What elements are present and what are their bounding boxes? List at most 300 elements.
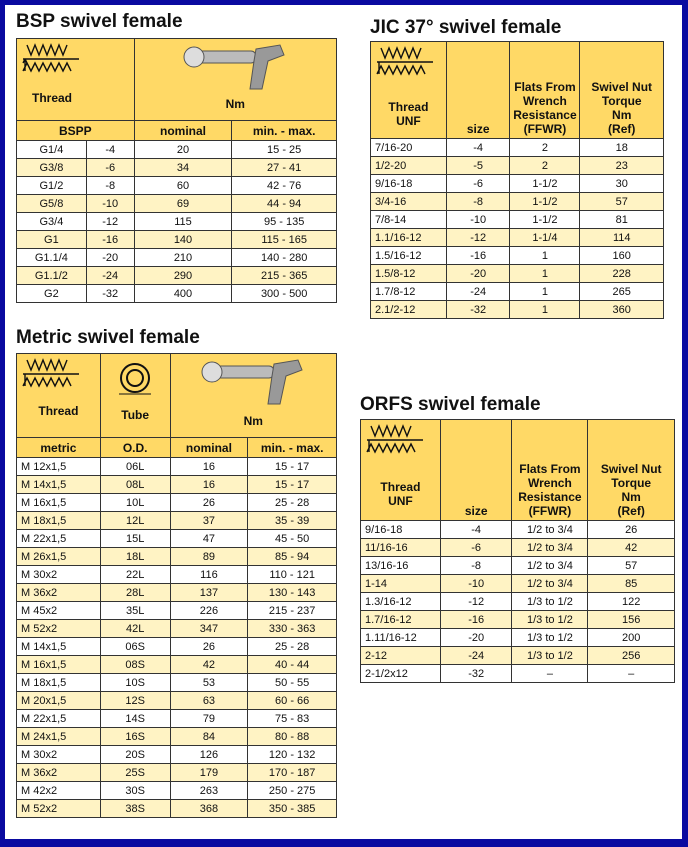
thread-icon	[375, 44, 435, 78]
table-cell: 14S	[100, 710, 170, 728]
table-cell: -12	[440, 593, 512, 611]
table-cell: 350 - 385	[248, 800, 337, 818]
table-cell: -8	[446, 193, 510, 211]
table-cell: 265	[580, 283, 664, 301]
table-cell: 60	[134, 177, 232, 195]
table-cell: 15 - 25	[232, 141, 337, 159]
jic-torque-line2: Torque	[601, 94, 642, 108]
table-cell: 1.7/8-12	[371, 283, 447, 301]
metric-thread-label: Thread	[38, 404, 79, 418]
table-cell: 115	[134, 213, 232, 231]
table-cell: 210	[134, 249, 232, 267]
table-cell: 215 - 365	[232, 267, 337, 285]
table-cell: 140 - 280	[232, 249, 337, 267]
table-cell: M 18x1,5	[17, 512, 101, 530]
table-cell: M 52x2	[17, 800, 101, 818]
table-cell: 1	[510, 247, 580, 265]
orfs-table	[360, 419, 675, 683]
table-cell: 1.3/16-12	[361, 593, 441, 611]
table-cell: -10	[440, 575, 512, 593]
table-cell: G1/2	[17, 177, 87, 195]
table-row	[17, 476, 337, 494]
jic-table	[370, 41, 664, 319]
metric-title: Metric swivel female	[16, 327, 200, 348]
table-cell: -16	[86, 231, 134, 249]
table-cell: 60 - 66	[248, 692, 337, 710]
table-cell: 80 - 88	[248, 728, 337, 746]
table-row	[371, 247, 664, 265]
table-cell: 06S	[100, 638, 170, 656]
table-row	[361, 647, 675, 665]
table-cell: -4	[440, 521, 512, 539]
orfs-flats-header	[512, 420, 588, 521]
table-cell: 89	[170, 548, 248, 566]
table-cell: 160	[580, 247, 664, 265]
table-row	[17, 602, 337, 620]
table-cell: 1	[510, 283, 580, 301]
table-cell: 11/16-16	[361, 539, 441, 557]
table-cell: 122	[588, 593, 675, 611]
table-cell: 45 - 50	[248, 530, 337, 548]
orfs-unf-label: UNF	[388, 494, 413, 508]
table-row	[17, 746, 337, 764]
table-cell: -24	[86, 267, 134, 285]
table-cell: 50 - 55	[248, 674, 337, 692]
table-cell: 42 - 76	[232, 177, 337, 195]
table-cell: -32	[446, 301, 510, 319]
table-cell: 57	[588, 557, 675, 575]
table-cell: 120 - 132	[248, 746, 337, 764]
table-cell: -12	[86, 213, 134, 231]
table-cell: 360	[580, 301, 664, 319]
table-row	[17, 267, 337, 285]
table-cell: M 22x1,5	[17, 530, 101, 548]
table-cell: 116	[170, 566, 248, 584]
table-cell: M 42x2	[17, 782, 101, 800]
table-cell: 2-12	[361, 647, 441, 665]
bsp-bspp-label: BSPP	[17, 121, 135, 141]
table-row	[361, 665, 675, 683]
table-cell: -6	[86, 159, 134, 177]
table-cell: -24	[446, 283, 510, 301]
table-cell: 1.11/16-12	[361, 629, 441, 647]
table-cell: 1	[510, 265, 580, 283]
table-cell: -16	[440, 611, 512, 629]
table-cell: 226	[170, 602, 248, 620]
table-cell: -5	[446, 157, 510, 175]
table-cell: 25S	[100, 764, 170, 782]
orfs-torque-line2: Torque	[611, 476, 652, 490]
table-cell: 1-1/2	[510, 211, 580, 229]
table-cell: 44 - 94	[232, 195, 337, 213]
jic-title: JIC 37° swivel female	[370, 17, 562, 38]
table-row	[371, 265, 664, 283]
table-cell: 27 - 41	[232, 159, 337, 177]
table-cell: M 30x2	[17, 746, 101, 764]
table-cell: 30	[580, 175, 664, 193]
table-row	[361, 521, 675, 539]
table-cell: –	[512, 665, 588, 683]
table-cell: 10S	[100, 674, 170, 692]
table-row	[17, 710, 337, 728]
table-cell: -6	[446, 175, 510, 193]
table-cell: 12L	[100, 512, 170, 530]
table-cell: G1/4	[17, 141, 87, 159]
table-cell: 53	[170, 674, 248, 692]
table-cell: 1-1/2	[510, 175, 580, 193]
metric-metric-label: metric	[17, 438, 101, 458]
table-cell: 1/2-20	[371, 157, 447, 175]
jic-thread-header	[371, 42, 447, 139]
jic-size-header: size	[446, 42, 510, 139]
table-cell: 16S	[100, 728, 170, 746]
thread-icon	[365, 422, 425, 456]
table-cell: 330 - 363	[248, 620, 337, 638]
table-cell: 63	[170, 692, 248, 710]
table-cell: 1/2 to 3/4	[512, 521, 588, 539]
table-cell: 15L	[100, 530, 170, 548]
table-cell: 22L	[100, 566, 170, 584]
table-cell: 20	[134, 141, 232, 159]
table-row	[17, 638, 337, 656]
table-cell: 1.5/8-12	[371, 265, 447, 283]
orfs-flats-line2: Wrench	[528, 476, 572, 490]
table-row	[371, 229, 664, 247]
thread-icon	[21, 356, 81, 390]
table-cell: 25 - 28	[248, 638, 337, 656]
table-cell: 81	[580, 211, 664, 229]
table-row	[17, 458, 337, 476]
table-cell: 85	[588, 575, 675, 593]
table-cell: 2.1/2-12	[371, 301, 447, 319]
jic-flats-header	[510, 42, 580, 139]
table-row	[17, 800, 337, 818]
orfs-torque-line3: Nm	[621, 490, 641, 504]
metric-nominal-label: nominal	[170, 438, 248, 458]
table-cell: M 30x2	[17, 566, 101, 584]
table-cell: 228	[580, 265, 664, 283]
table-cell: 06L	[100, 458, 170, 476]
table-cell: -32	[86, 285, 134, 303]
jic-flats-line2: Wrench	[523, 94, 567, 108]
table-cell: 85 - 94	[248, 548, 337, 566]
metric-thread-header	[17, 354, 101, 438]
table-row	[371, 175, 664, 193]
bsp-table	[16, 38, 337, 303]
table-cell: 25 - 28	[248, 494, 337, 512]
table-cell: M 14x1,5	[17, 476, 101, 494]
table-cell: 42L	[100, 620, 170, 638]
table-row	[17, 674, 337, 692]
table-cell: M 22x1,5	[17, 710, 101, 728]
table-cell: 400	[134, 285, 232, 303]
table-row	[17, 159, 337, 177]
table-cell: M 24x1,5	[17, 728, 101, 746]
table-row	[17, 620, 337, 638]
table-cell: 9/16-18	[371, 175, 447, 193]
table-cell: G3/4	[17, 213, 87, 231]
table-cell: G2	[17, 285, 87, 303]
metric-tube-header	[100, 354, 170, 438]
table-cell: 2	[510, 139, 580, 157]
table-cell: 156	[588, 611, 675, 629]
table-cell: 215 - 237	[248, 602, 337, 620]
table-cell: 126	[170, 746, 248, 764]
table-cell: M 36x2	[17, 584, 101, 602]
table-cell: 9/16-18	[361, 521, 441, 539]
table-cell: G3/8	[17, 159, 87, 177]
metric-nm-label: Nm	[243, 414, 263, 428]
table-cell: 40 - 44	[248, 656, 337, 674]
table-row	[17, 285, 337, 303]
jic-flats-line1: Flats From	[514, 80, 576, 94]
table-cell: -32	[440, 665, 512, 683]
table-cell: M 16x1,5	[17, 656, 101, 674]
table-row	[17, 195, 337, 213]
metric-table	[16, 353, 337, 818]
table-cell: -8	[86, 177, 134, 195]
table-cell: 1.5/16-12	[371, 247, 447, 265]
table-cell: 95 - 135	[232, 213, 337, 231]
table-row	[17, 692, 337, 710]
table-cell: 290	[134, 267, 232, 285]
orfs-torque-line1: Swivel Nut	[600, 462, 662, 476]
table-cell: 110 - 121	[248, 566, 337, 584]
orfs-size-header: size	[440, 420, 512, 521]
table-cell: 12S	[100, 692, 170, 710]
bsp-minmax-label: min. - max.	[232, 121, 337, 141]
torque-wrench-icon	[180, 41, 290, 93]
jic-unf-label: UNF	[396, 114, 421, 128]
table-row	[17, 584, 337, 602]
table-cell: -16	[446, 247, 510, 265]
table-cell: 57	[580, 193, 664, 211]
table-cell: 2	[510, 157, 580, 175]
table-row	[17, 782, 337, 800]
table-cell: 1-1/2	[510, 193, 580, 211]
table-row	[17, 249, 337, 267]
table-cell: -10	[446, 211, 510, 229]
metric-od-label: O.D.	[100, 438, 170, 458]
table-row	[17, 512, 337, 530]
table-cell: 300 - 500	[232, 285, 337, 303]
orfs-thread-label: Thread	[380, 480, 421, 494]
table-cell: 200	[588, 629, 675, 647]
table-cell: 347	[170, 620, 248, 638]
table-cell: 42	[588, 539, 675, 557]
table-cell: 7/16-20	[371, 139, 447, 157]
table-cell: 23	[580, 157, 664, 175]
table-row	[17, 141, 337, 159]
table-cell: -20	[446, 265, 510, 283]
table-row	[17, 566, 337, 584]
table-cell: M 36x2	[17, 764, 101, 782]
table-cell: 15 - 17	[248, 458, 337, 476]
table-cell: 250 - 275	[248, 782, 337, 800]
table-cell: 1/2 to 3/4	[512, 575, 588, 593]
table-cell: 15 - 17	[248, 476, 337, 494]
bsp-nm-label: Nm	[225, 97, 245, 111]
table-cell: 1/3 to 1/2	[512, 647, 588, 665]
table-cell: 47	[170, 530, 248, 548]
bsp-title: BSP swivel female	[16, 11, 183, 32]
table-cell: M 18x1,5	[17, 674, 101, 692]
bsp-thread-label: Thread	[31, 91, 72, 105]
orfs-torque-header	[588, 420, 675, 521]
table-cell: 08S	[100, 656, 170, 674]
table-cell: -8	[440, 557, 512, 575]
table-row	[361, 593, 675, 611]
table-row	[371, 139, 664, 157]
thread-icon	[21, 41, 81, 75]
table-cell: 20S	[100, 746, 170, 764]
table-row	[17, 728, 337, 746]
table-cell: M 26x1,5	[17, 548, 101, 566]
table-row	[361, 539, 675, 557]
table-cell: 1/2 to 3/4	[512, 539, 588, 557]
table-cell: 115 - 165	[232, 231, 337, 249]
table-cell: 28L	[100, 584, 170, 602]
table-cell: -12	[446, 229, 510, 247]
orfs-title: ORFS swivel female	[360, 394, 541, 415]
table-cell: 35 - 39	[248, 512, 337, 530]
table-cell: 1/3 to 1/2	[512, 611, 588, 629]
table-row	[361, 557, 675, 575]
metric-nm-header	[170, 354, 336, 438]
table-cell: M 12x1,5	[17, 458, 101, 476]
torque-wrench-icon	[198, 356, 308, 408]
table-row	[361, 611, 675, 629]
jic-torque-header	[580, 42, 664, 139]
orfs-flats-line1: Flats From	[519, 462, 581, 476]
table-cell: 75 - 83	[248, 710, 337, 728]
table-cell: 79	[170, 710, 248, 728]
table-cell: G5/8	[17, 195, 87, 213]
table-cell: 263	[170, 782, 248, 800]
table-cell: M 14x1,5	[17, 638, 101, 656]
table-cell: 42	[170, 656, 248, 674]
table-row	[17, 177, 337, 195]
table-cell: 18L	[100, 548, 170, 566]
table-cell: G1.1/4	[17, 249, 87, 267]
table-row	[361, 629, 675, 647]
table-row	[371, 211, 664, 229]
table-cell: 08L	[100, 476, 170, 494]
table-cell: 256	[588, 647, 675, 665]
table-cell: 26	[170, 494, 248, 512]
table-cell: 30S	[100, 782, 170, 800]
bsp-thread-header	[17, 39, 135, 121]
table-cell: 26	[588, 521, 675, 539]
orfs-thread-header	[361, 420, 441, 521]
table-cell: 2-1/2x12	[361, 665, 441, 683]
table-row	[371, 283, 664, 301]
table-cell: 1/3 to 1/2	[512, 593, 588, 611]
table-cell: 1.7/16-12	[361, 611, 441, 629]
table-row	[17, 213, 337, 231]
table-cell: 179	[170, 764, 248, 782]
table-cell: -10	[86, 195, 134, 213]
table-cell: 84	[170, 728, 248, 746]
table-cell: 130 - 143	[248, 584, 337, 602]
orfs-torque-line4: (Ref)	[617, 504, 645, 518]
jic-flats-line3: Resistance	[513, 108, 577, 122]
table-cell: 16	[170, 476, 248, 494]
table-cell: 1.1/16-12	[371, 229, 447, 247]
table-row	[361, 575, 675, 593]
table-cell: 10L	[100, 494, 170, 512]
table-cell: 18	[580, 139, 664, 157]
orfs-flats-line4: (FFWR)	[528, 504, 572, 518]
table-cell: 368	[170, 800, 248, 818]
table-cell: -6	[440, 539, 512, 557]
jic-thread-label: Thread	[388, 100, 429, 114]
table-cell: 1-14	[361, 575, 441, 593]
table-cell: -4	[86, 141, 134, 159]
table-cell: 1-1/4	[510, 229, 580, 247]
table-cell: –	[588, 665, 675, 683]
table-cell: 137	[170, 584, 248, 602]
table-row	[17, 530, 337, 548]
jic-torque-line1: Swivel Nut	[591, 80, 653, 94]
table-row	[371, 301, 664, 319]
table-cell: 35L	[100, 602, 170, 620]
table-cell: 26	[170, 638, 248, 656]
table-row	[17, 764, 337, 782]
table-cell: 34	[134, 159, 232, 177]
table-row	[17, 494, 337, 512]
table-cell: G1.1/2	[17, 267, 87, 285]
table-cell: 3/4-16	[371, 193, 447, 211]
table-row	[17, 548, 337, 566]
table-cell: G1	[17, 231, 87, 249]
table-row	[371, 157, 664, 175]
bsp-nm-header	[134, 39, 336, 121]
table-cell: 38S	[100, 800, 170, 818]
table-cell: 69	[134, 195, 232, 213]
table-cell: -20	[440, 629, 512, 647]
table-cell: 7/8-14	[371, 211, 447, 229]
table-cell: -4	[446, 139, 510, 157]
table-cell: 1/3 to 1/2	[512, 629, 588, 647]
table-cell: M 52x2	[17, 620, 101, 638]
table-cell: M 16x1,5	[17, 494, 101, 512]
table-cell: 1/2 to 3/4	[512, 557, 588, 575]
table-cell: 114	[580, 229, 664, 247]
table-cell: 13/16-16	[361, 557, 441, 575]
metric-minmax-label: min. - max.	[248, 438, 337, 458]
table-cell: M 20x1,5	[17, 692, 101, 710]
jic-torque-line4: (Ref)	[608, 122, 636, 136]
table-cell: -20	[86, 249, 134, 267]
table-cell: M 45x2	[17, 602, 101, 620]
table-cell: 140	[134, 231, 232, 249]
table-cell: 16	[170, 458, 248, 476]
jic-flats-line4: (FFWR)	[523, 122, 567, 136]
table-row	[371, 193, 664, 211]
table-row	[17, 231, 337, 249]
jic-torque-line3: Nm	[612, 108, 632, 122]
table-cell: -24	[440, 647, 512, 665]
tube-icon	[115, 358, 155, 398]
orfs-flats-line3: Resistance	[518, 490, 582, 504]
table-cell: 37	[170, 512, 248, 530]
metric-tube-label: Tube	[121, 408, 150, 422]
table-cell: 170 - 187	[248, 764, 337, 782]
table-cell: 1	[510, 301, 580, 319]
table-row	[17, 656, 337, 674]
bsp-nominal-label: nominal	[134, 121, 232, 141]
